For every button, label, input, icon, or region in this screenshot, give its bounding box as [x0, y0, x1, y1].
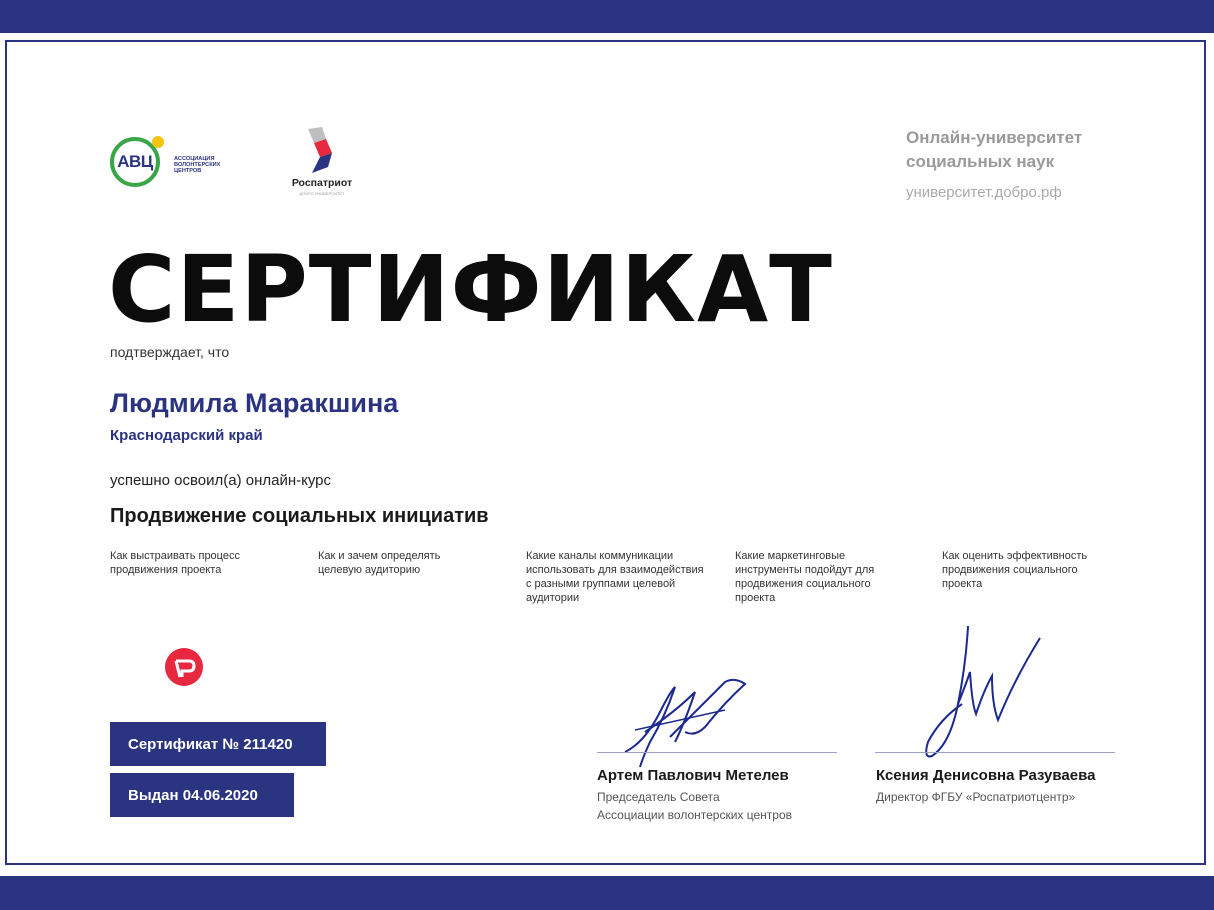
- certificate-number: Сертификат № 211420: [110, 722, 326, 766]
- rospatriot-logo: [284, 127, 360, 202]
- university-url[interactable]: университет.добро.рф: [906, 184, 1062, 201]
- university-title: Онлайн-университет социальных наук: [906, 128, 1083, 171]
- avc-logo-caption: АССОЦИАЦИЯ ВОЛОНТЕРСКИХ ЦЕНТРОВ: [174, 156, 221, 174]
- signer-role: Ассоциации волонтерских центров: [597, 808, 793, 822]
- course-topic: Какие маркетинговые инструменты подойдут для продвижения социального проекта: [735, 550, 875, 604]
- dobro-r-badge-icon: [165, 648, 203, 686]
- course-topic: Как оценить эффективность продвижения социального проекта: [942, 550, 1088, 590]
- avc-logo-mark: АВЦ: [110, 137, 160, 187]
- signer-name: Артем Павлович Метелев: [597, 767, 789, 784]
- bottom-band: [0, 876, 1214, 910]
- certificate-issue-date: Выдан 04.06.2020: [110, 773, 294, 817]
- signature-metelev: [615, 672, 755, 772]
- mastered-text: успешно освоил(а) онлайн-курс: [110, 472, 332, 489]
- avc-logo: [110, 132, 240, 198]
- certificate-title: СЕРТИФИКАТ: [108, 236, 833, 343]
- top-band: [0, 0, 1214, 33]
- recipient-name: Людмила Маракшина: [110, 388, 399, 418]
- course-topic: Какие каналы коммуникации использовать для взаимодействия с разными группами целевой аудитории: [526, 550, 704, 604]
- recipient-region: Краснодарский край: [110, 427, 263, 444]
- course-name: Продвижение социальных инициатив: [110, 505, 489, 527]
- avc-logo-dot: [152, 136, 164, 148]
- signer-role: Директор ФГБУ «Роспатриотцентр»: [876, 790, 1076, 804]
- course-topic: Как выстраивать процесс продвижения проекта: [110, 550, 240, 576]
- signature-line-2: [875, 752, 1115, 753]
- signature-line-1: [597, 752, 837, 753]
- signer-role: Председатель Совета: [597, 790, 720, 804]
- signer-name: Ксения Денисовна Разуваева: [876, 767, 1096, 784]
- course-topic: Как и зачем определять целевую аудиторию: [318, 550, 441, 576]
- signature-razuvaeva: [918, 624, 1044, 764]
- confirms-text: подтверждает, что: [110, 344, 230, 360]
- rospatriot-logo-name: Роспатриот: [291, 177, 353, 189]
- rospatriot-flag-icon: [304, 127, 336, 175]
- rospatriot-logo-caption: ДОБРО.УНИВЕРСИТЕТ: [299, 191, 345, 196]
